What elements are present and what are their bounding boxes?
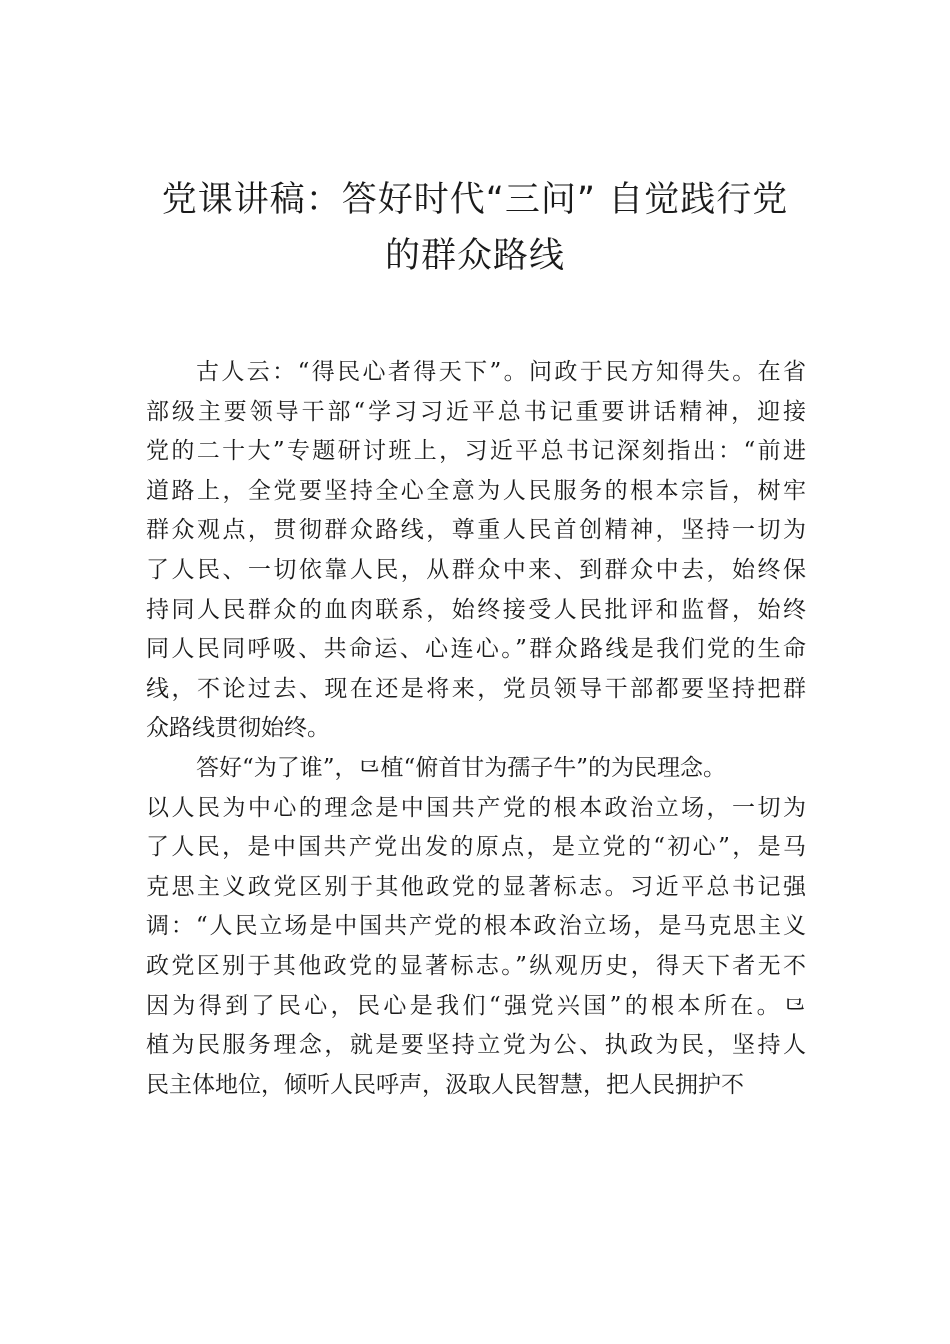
text-line: 众路线贯彻始终。 — [146, 715, 330, 742]
text-line: 持同人民群众的血肉联系，始终接受人民批评和监督，始终 — [146, 596, 806, 623]
text-line: 群众观点，贯彻群众路线，尊重人民首创精神，坚持一切为 — [146, 517, 806, 544]
text-line: 同人民同呼吸、共命运、心连心。”群众路线是我们党的生命 — [146, 636, 806, 663]
text-line: 民主体地位，倾听人民呼声，汲取人民智慧，把人民拥护不 — [146, 1071, 744, 1098]
text-line: 克思主义政党区别于其他政党的显著标志。习近平总书记强 — [146, 873, 806, 900]
text-line: 党的二十大”专题研讨班上，习近平总书记深刻指出：“前进 — [146, 438, 806, 465]
text-line: 因为得到了民心，民心是我们“强党兴国”的根本所在。⺋ — [146, 992, 806, 1019]
text-line: 政党区别于其他政党的显著标志。”纵观历史，得天下者无不 — [146, 952, 806, 979]
title-line: 党课讲稿：答好时代“三问” 自觉践行党 — [161, 180, 789, 220]
document-body — [146, 353, 806, 1105]
text-line: 线，不论过去、现在还是将来，党员领导干部都要坚持把群 — [146, 675, 806, 702]
text-line: 答好“为了谁”，⺋植“俯首甘为孺子牛”的为民理念。 — [196, 754, 727, 781]
text-line: 了人民，是中国共产党出发的原点，是立党的“初心”，是马 — [146, 834, 806, 861]
text-line: 古人云：“得民心者得天下”。问政于民方知得失。在省 — [196, 359, 806, 385]
text-line: 调：“人民立场是中国共产党的根本政治立场，是马克思主义 — [146, 913, 806, 940]
text-line: 了人民、一切依靠人民，从群众中来、到群众中去，始终保 — [146, 556, 806, 583]
text-line: 以人民为中心的理念是中国共产党的根本政治立场，一切为 — [146, 794, 806, 821]
text-line: 植为民服务理念，就是要坚持立党为公、执政为民，坚持人 — [146, 1032, 806, 1059]
text-line: 道路上，全党要坚持全心全意为人民服务的根本宗旨，树牢 — [146, 477, 806, 504]
text-line: 部级主要领导干部“学习习近平总书记重要讲话精神，迎接 — [146, 398, 806, 425]
paragraph-1 — [146, 353, 806, 749]
paragraph-2 — [146, 749, 806, 1105]
title-line: 的群众路线 — [384, 236, 565, 276]
document-title — [140, 172, 810, 284]
